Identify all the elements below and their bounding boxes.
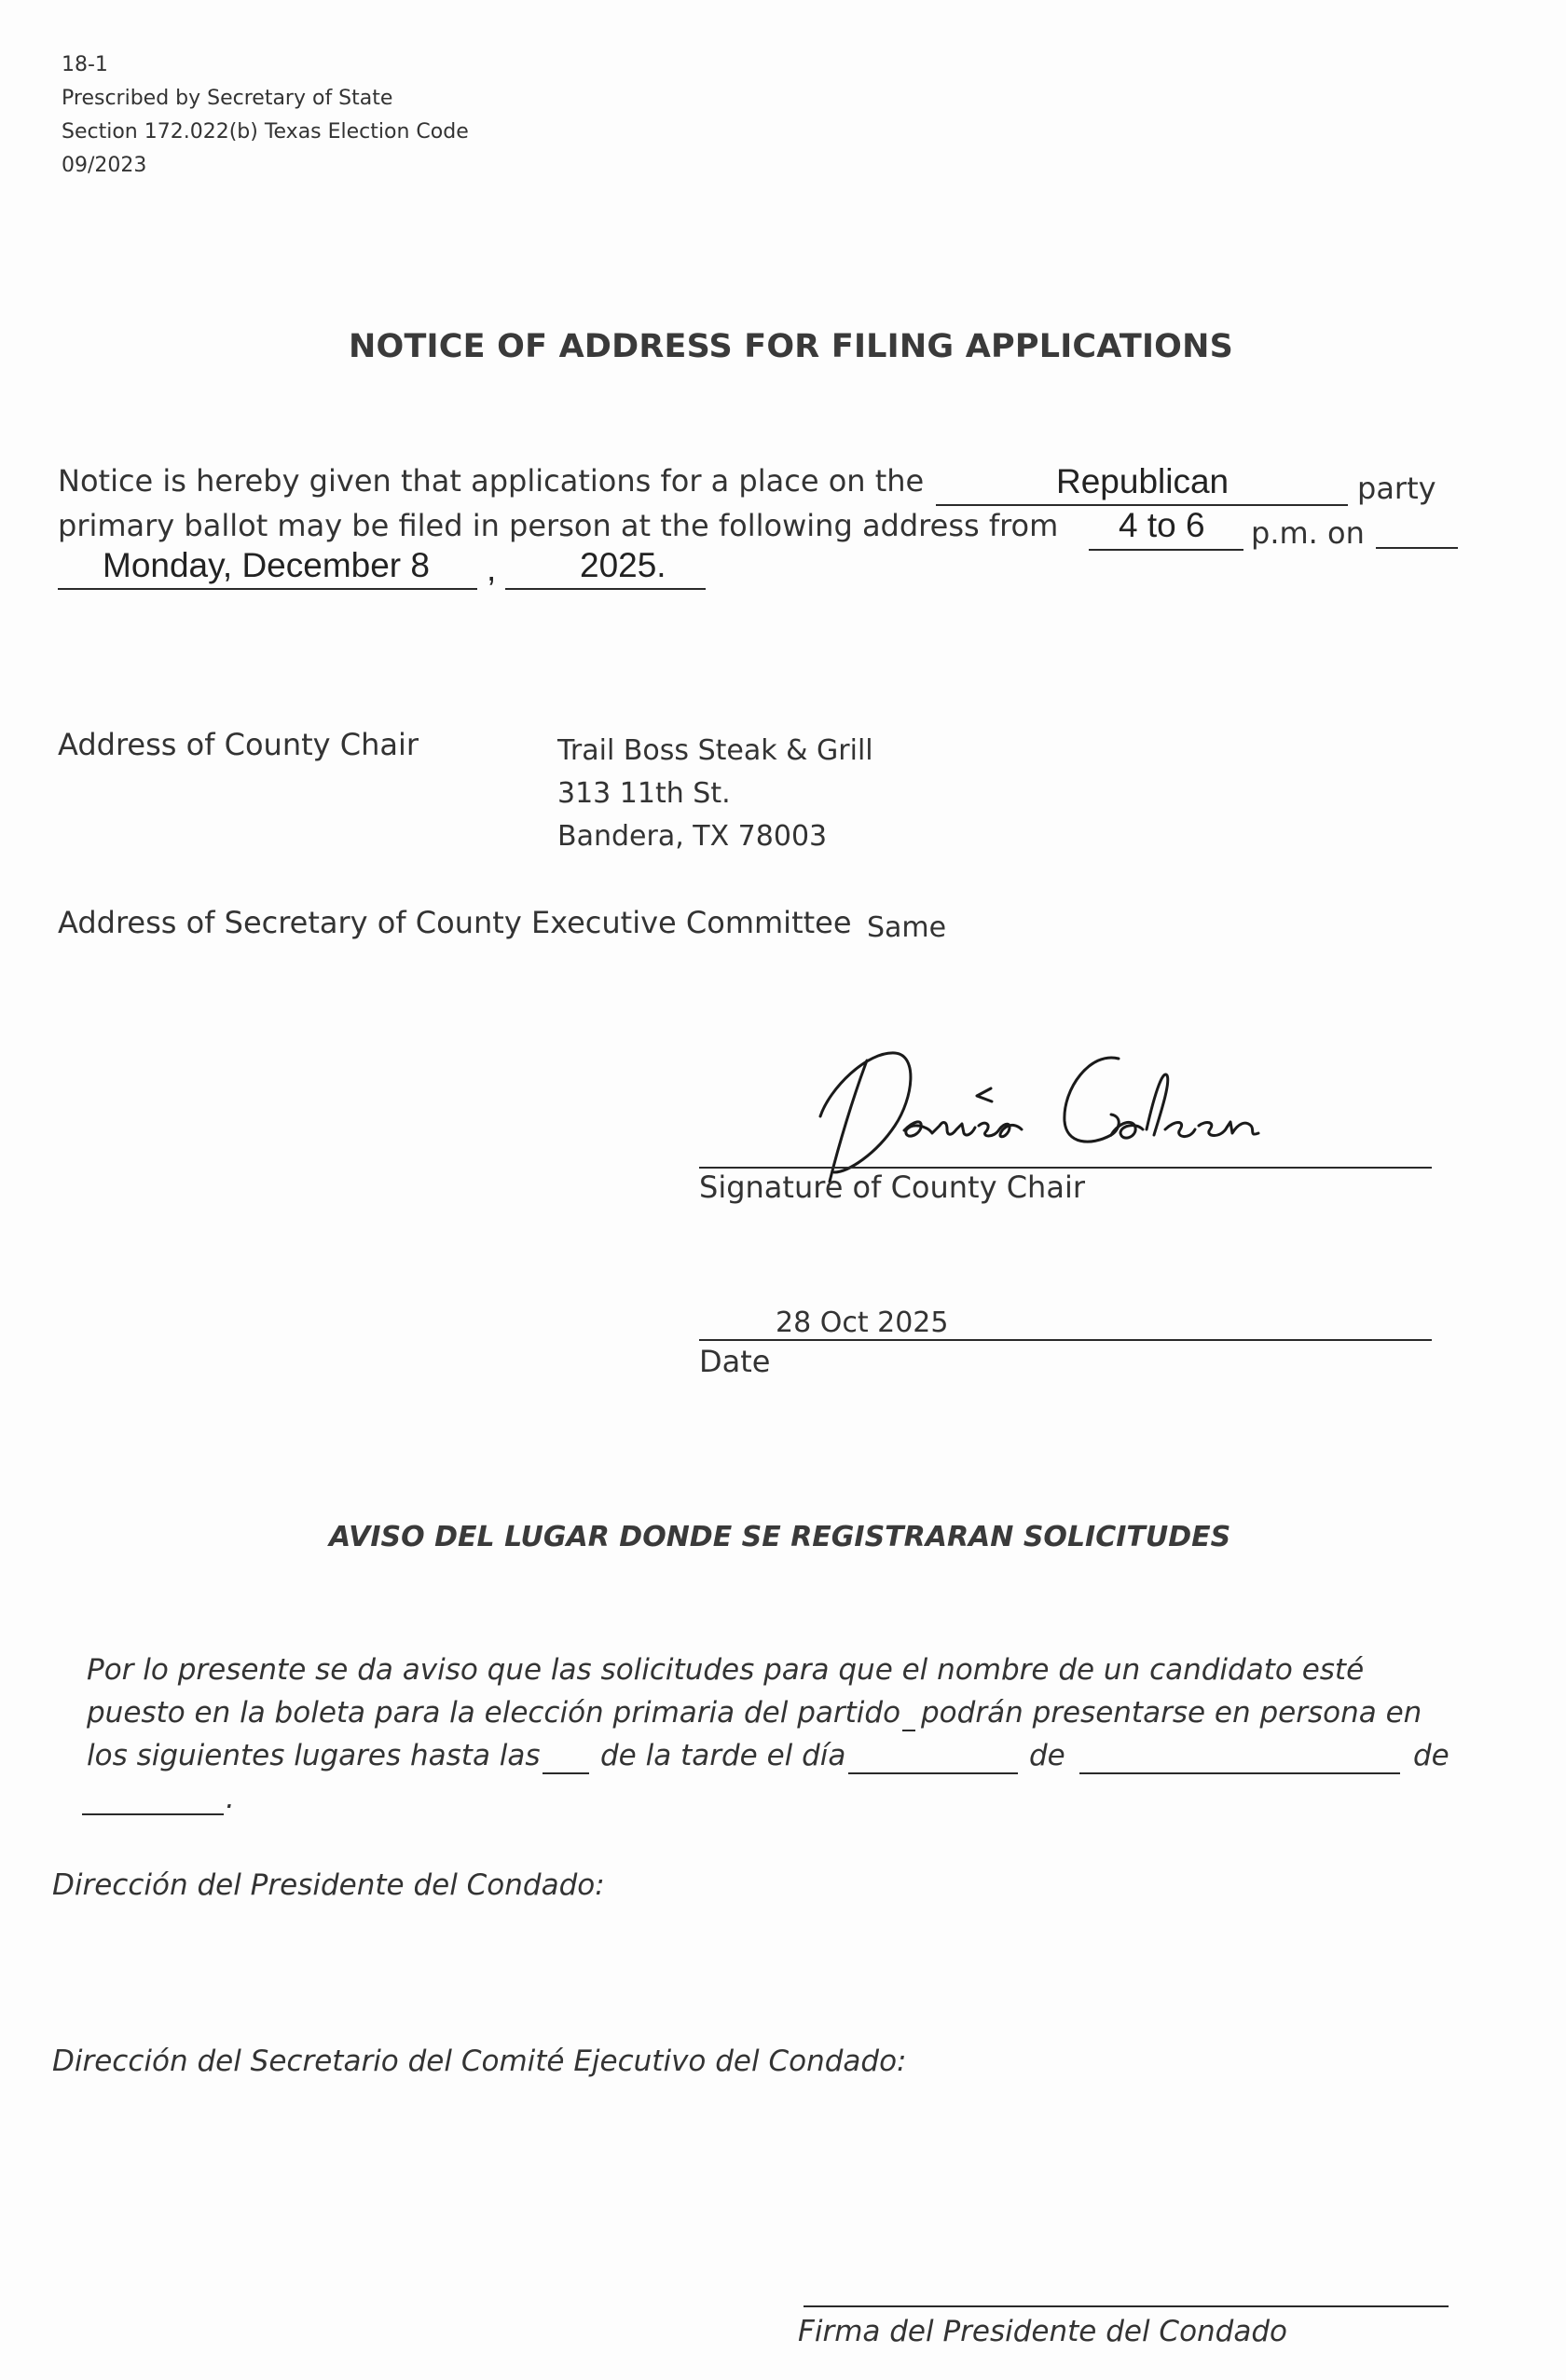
hours-field-line [1089, 549, 1243, 551]
spanish-paragraph-line3c: de [1029, 1739, 1065, 1772]
spanish-paragraph-line3b: de la tarde el día [600, 1739, 846, 1772]
year-field-value[interactable]: 2025. [580, 546, 666, 584]
county-chair-address-line3: Bandera, TX 78003 [557, 820, 828, 853]
day-year-comma: , [487, 550, 497, 588]
revision-date: 09/2023 [62, 154, 147, 177]
page-title: NOTICE OF ADDRESS FOR FILING APPLICATIONS [349, 328, 1234, 365]
year-field-line [505, 588, 706, 590]
spanish-party-blank [902, 1730, 915, 1731]
hours-field-value[interactable]: 4 to 6 [1119, 506, 1205, 544]
notice-line2-text: primary ballot may be filed in person at the following address from [58, 508, 1059, 543]
spanish-paragraph-line2b: podrán presentarse en persona en [921, 1696, 1422, 1730]
county-chair-address-line2: 313 11th St. [557, 777, 731, 810]
party-suffix: party [1357, 471, 1436, 506]
secretary-address-label: Address of Secretary of County Executive Committee [58, 905, 852, 940]
day-field-line [58, 588, 477, 590]
spanish-day-blank [848, 1772, 1018, 1774]
pm-on-blank-line [1376, 547, 1458, 549]
prescribed-by: Prescribed by Secretary of State [62, 87, 393, 110]
pm-on-text: p.m. on [1251, 515, 1365, 551]
party-field-value[interactable]: Republican [1056, 462, 1229, 500]
day-field-value[interactable]: Monday, December 8 [103, 546, 430, 584]
election-code-section: Section 172.022(b) Texas Election Code [62, 120, 469, 144]
spanish-year-blank [82, 1813, 224, 1815]
form-number: 18-1 [62, 53, 108, 76]
spanish-paragraph-line2a: puesto en la boleta para la elección primaria del partido [87, 1696, 901, 1730]
date-label: Date [699, 1344, 771, 1379]
spanish-chair-address-label: Dirección del Presidente del Condado: [52, 1868, 605, 1902]
spanish-hours-blank [543, 1772, 589, 1774]
spanish-paragraph-line3d: de [1413, 1739, 1449, 1772]
county-chair-address-line1: Trail Boss Steak & Grill [557, 734, 873, 767]
secretary-address-value: Same [867, 911, 947, 944]
date-field-value[interactable]: 28 Oct 2025 [776, 1306, 949, 1339]
spanish-title: AVISO DEL LUGAR DONDE SE REGISTRARAN SOLICITUDES [329, 1521, 1231, 1553]
spanish-secretary-address-label: Dirección del Secretario del Comité Ejecutivo del Condado: [52, 2045, 907, 2078]
signature-line [699, 1167, 1432, 1169]
spanish-signature-label: Firma del Presidente del Condado [798, 2315, 1288, 2348]
spanish-paragraph-line3a: los siguientes lugares hasta las [87, 1739, 541, 1772]
spanish-paragraph-end: . [226, 1782, 235, 1815]
signature-label: Signature of County Chair [699, 1169, 1085, 1205]
spanish-month-blank [1079, 1772, 1400, 1774]
spanish-signature-line [804, 2305, 1449, 2307]
spanish-paragraph-line1: Por lo presente se da aviso que las solicitudes para que el nombre de un candidato esté [87, 1653, 1365, 1687]
date-line [699, 1339, 1432, 1341]
county-chair-address-label: Address of County Chair [58, 727, 419, 762]
notice-line1-text: Notice is hereby given that applications for a place on the [58, 463, 925, 499]
